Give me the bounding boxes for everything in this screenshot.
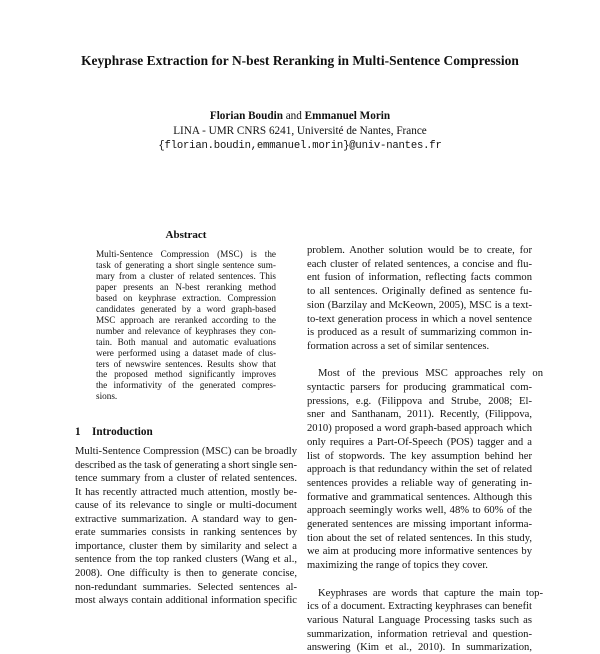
text-line: the informativity of the generated compres- (96, 380, 276, 391)
author-name-1: Florian Boudin (209, 110, 283, 122)
text-line: pressions, e.g. (Filippova and Strube, 2008; El- (307, 395, 532, 407)
text-line: 2010) proposed a word graph-based approach which (307, 423, 532, 435)
text-line: most always contain additional information specific (75, 595, 297, 607)
text-line: paper presents an N-best reranking method (96, 281, 276, 292)
text-line: each cluster of related sentences, a concise and flu- (307, 258, 532, 270)
text-line: sion (Barzilay and McKeown, 2005), MSC is a text- (307, 299, 532, 311)
text-line: to-text generation process in which a novel sentence (307, 313, 532, 325)
text-line: only requires a Part-Of-Speech (POS) tagger and a (307, 436, 532, 448)
text-line: number and relevance of keyphrases they con- (96, 325, 276, 336)
text-line: Multi-Sentence Compression (MSC) can be broadly (75, 446, 297, 457)
text-line: approach is that redundancy within the set of related (307, 464, 532, 476)
section-heading (75, 426, 153, 438)
text-line: maximizing the range of topics they cover. (307, 560, 488, 572)
text-line: formative and grammatical sentences. Although this (307, 491, 532, 503)
text-line: to all sentences. Originally defined as sentence fu- (307, 286, 532, 298)
text-line: approach seemingly works well, 48% to 60% of the (307, 505, 532, 517)
abstract-heading: Abstract (165, 229, 207, 241)
author-conjunction: and (285, 110, 302, 122)
text-line: described as the task of generating a short single sen- (75, 459, 297, 471)
text-line: extractive summarization. A standard way to gen- (75, 513, 297, 525)
text-line: various Natural Language Processing tasks such as (307, 614, 532, 626)
text-line: is produced as a result of summarizing common in- (307, 327, 532, 339)
text-line: Most of the previous MSC approaches rely on (318, 368, 543, 380)
text-line: Multi-Sentence Compression (MSC) is the (96, 249, 276, 259)
text-line: generated sentences are missing important informa- (307, 519, 532, 530)
text-line: sions. (96, 391, 118, 402)
text-line: ics of a document. Extracting keyphrases can benefit (307, 601, 532, 613)
text-line: syntactic parsers for producing grammatical com- (307, 382, 532, 393)
text-line: sner and Santhanam, 2011). Recently, (Filippova, (307, 409, 532, 421)
text-line: importance, cluster them by similarity and select a (75, 540, 297, 552)
author-line (0, 110, 600, 122)
text-line: ters of newswire sentences. Results show that (96, 358, 276, 369)
text-line: ent fusion of information, reflecting facts common (307, 272, 532, 284)
text-line: were performed using a dataset made of clus- (96, 347, 276, 358)
text-line: tain. Both manual and automatic evaluations (96, 336, 276, 347)
text-line: problem. Another solution would be to create, for (307, 245, 532, 256)
text-line: sentence from the top ranked clusters (Wang et al., (75, 554, 297, 566)
text-line: cause of its relevance to single or multi-document (75, 500, 297, 512)
text-line: candidates generated by a word graph-based (96, 303, 276, 314)
text-line: Keyphrases are words that capture the main top- (318, 587, 543, 599)
text-line: non-redundant summaries. Selected sentences al- (75, 581, 297, 593)
text-line: tion about the set of related sentences. In this study, (307, 532, 532, 544)
text-line: MSC approach are reranked according to the (96, 314, 276, 325)
text-line: tence summary from a cluster of related sentences. (75, 473, 297, 485)
text-line: sentences provides a reliable way of generating in- (307, 477, 532, 489)
text-line: mary from a cluster of related sentences. This (96, 270, 276, 281)
author-name-2: Emmanuel Morin (304, 110, 391, 122)
text-line: list of stopwords. The key assumption behind her (307, 450, 532, 462)
affiliation: LINA - UMR CNRS 6241, Université de Nantes, France (173, 125, 427, 137)
text-line: formation across a set of similar sentences. (307, 340, 490, 352)
text-line: we aim at producing more informative sentences by (307, 546, 532, 558)
text-line: It has recently attracted much attention, mostly be- (75, 486, 297, 498)
section-number: 1 (75, 426, 81, 438)
text-line: the proposed method significantly improves (96, 369, 276, 380)
email-addresses: {florian.boudin,emmanuel.morin}@univ-nantes.fr (158, 140, 442, 152)
text-line: erate summaries consists in ranking sentences by (75, 527, 297, 539)
text-line: answering (Kim et al., 2010). In summarization, (307, 642, 532, 654)
text-line: based on keyphrase extraction. Compression (96, 292, 276, 303)
text-line: summarization, information retrieval and question- (307, 628, 532, 640)
section-title: Introduction (92, 426, 153, 438)
text-line: task of generating a short single sentence sum- (96, 259, 276, 270)
text-line: 2008). One difficulty is then to generate concise, (75, 567, 297, 579)
paper-title: Keyphrase Extraction for N-best Reranking in Multi-Sentence Compression (81, 53, 519, 68)
